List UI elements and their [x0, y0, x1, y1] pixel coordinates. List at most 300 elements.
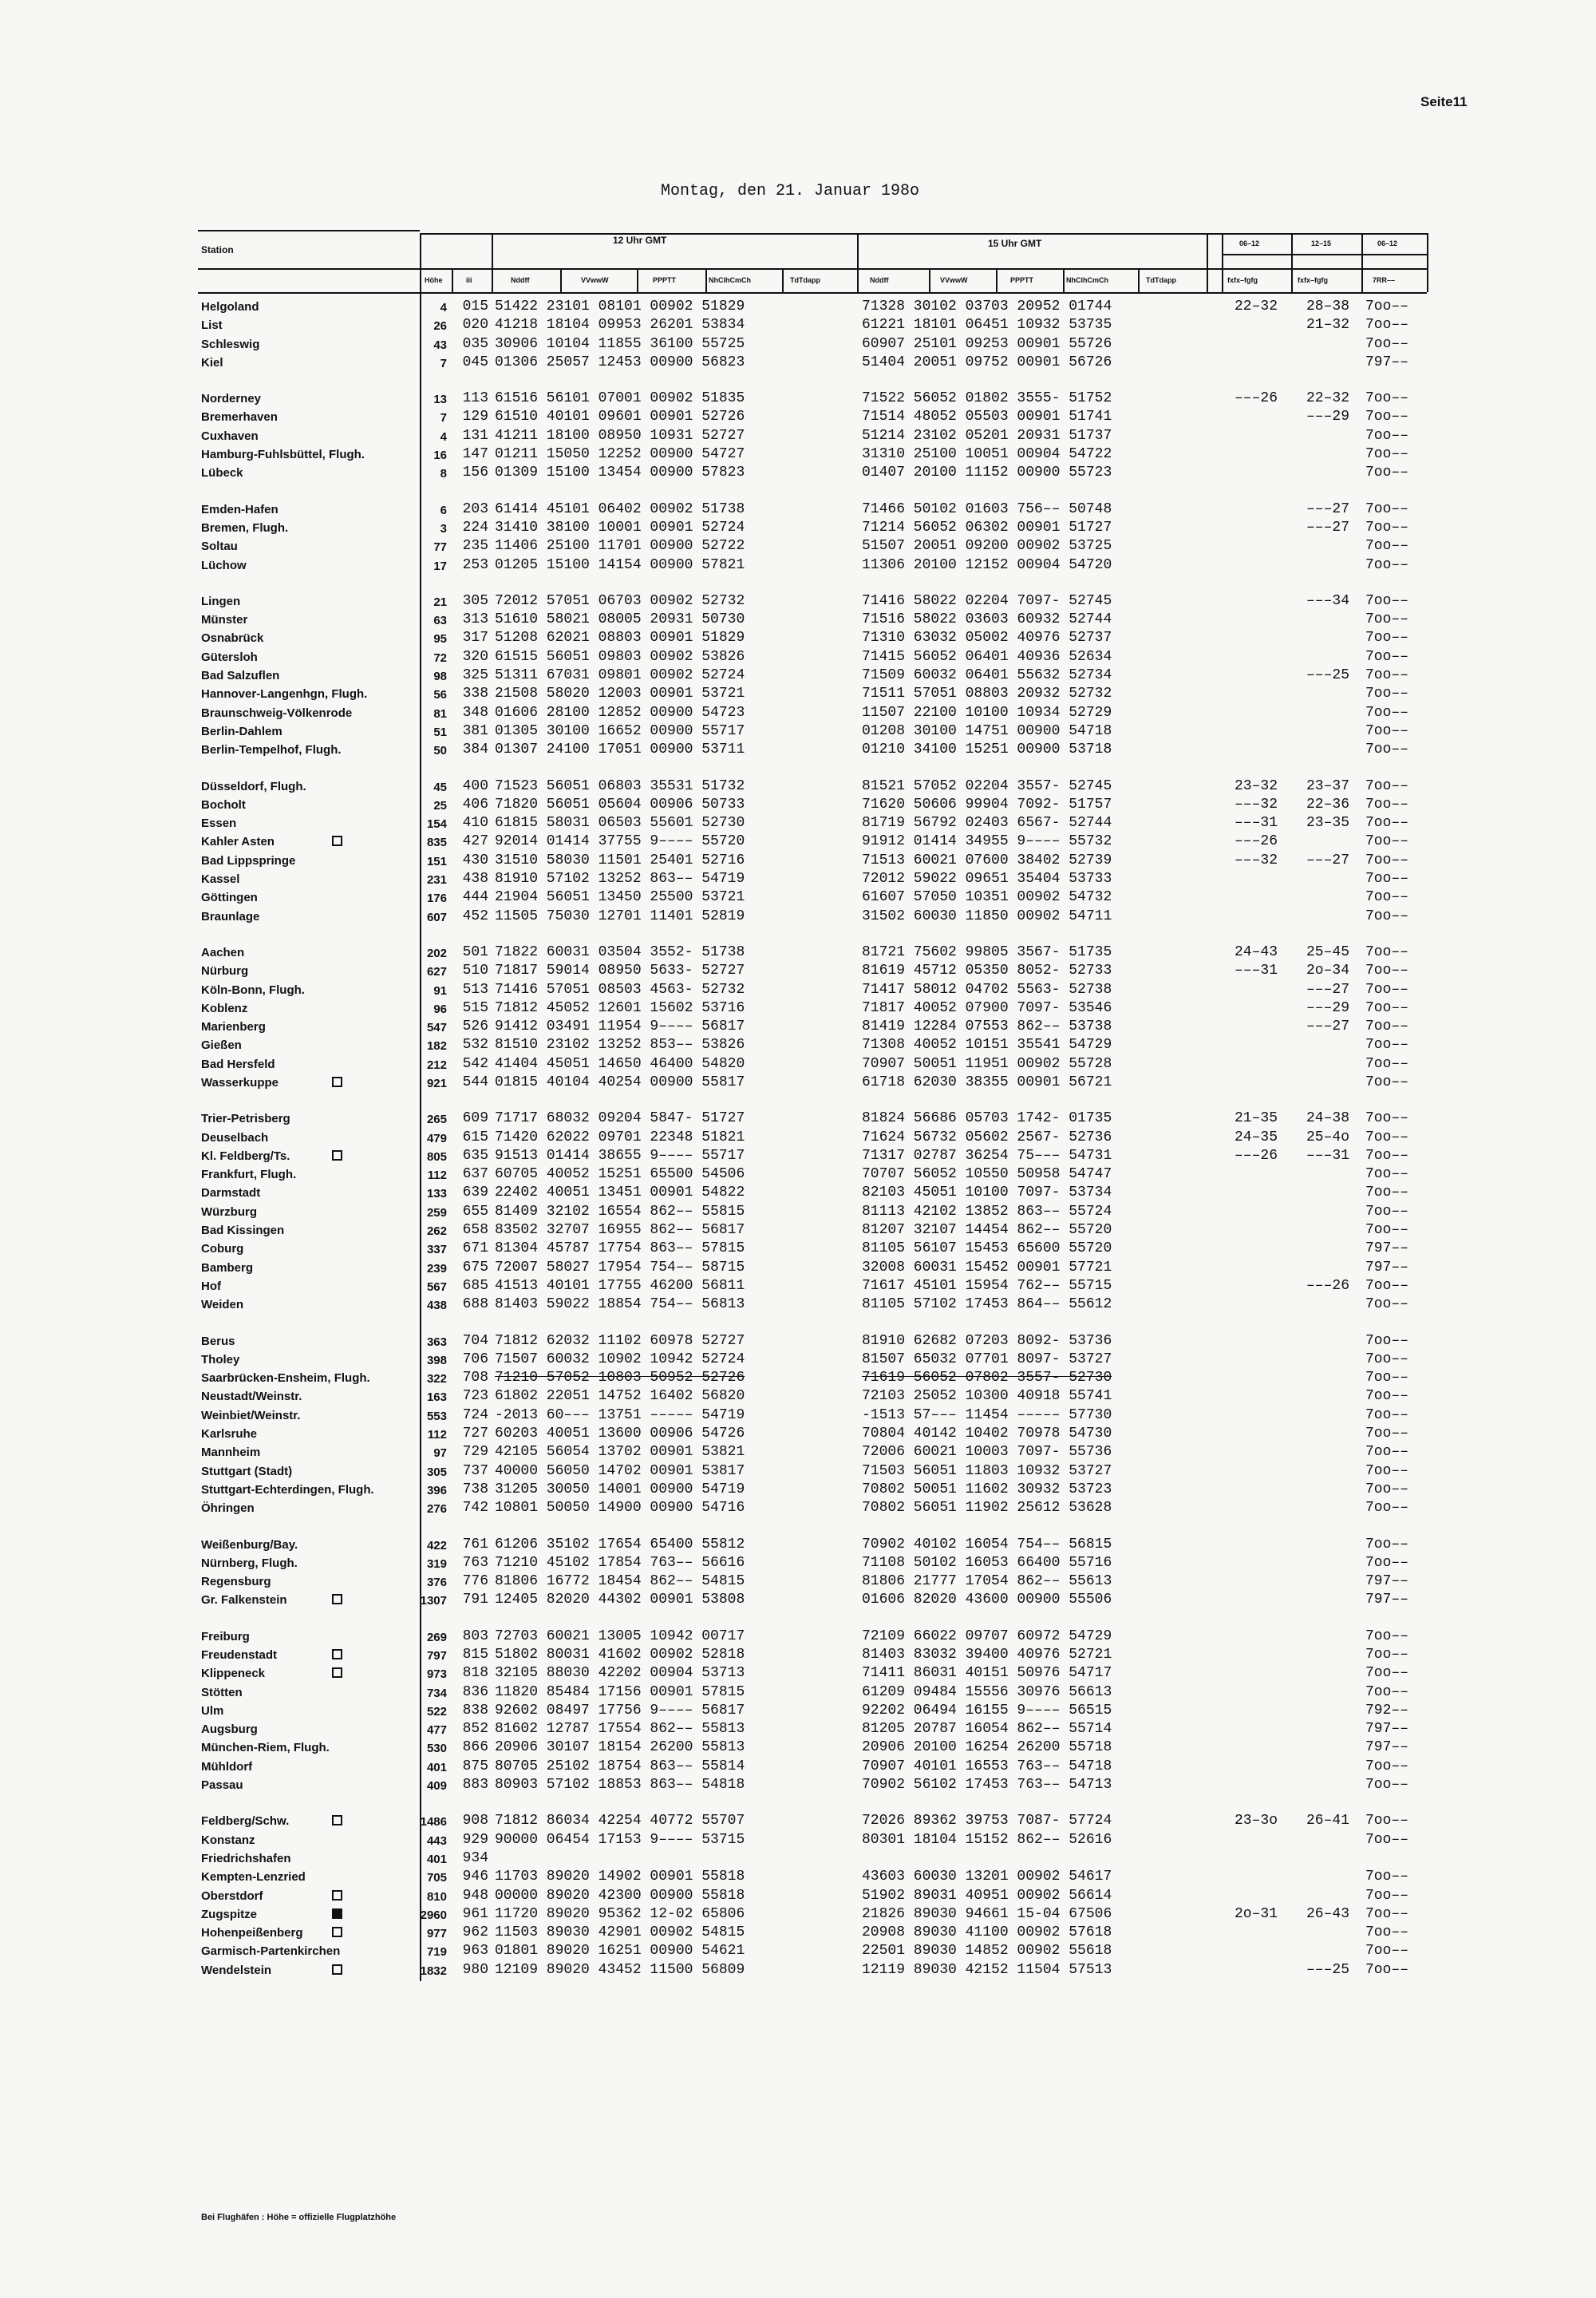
table-row: [198, 814, 1427, 833]
station-index: 609: [462, 1110, 488, 1127]
obs-12-utc: 01801 89020 16251 00900 54621: [495, 1943, 745, 1960]
footnote: Bei Flughäfen : Höhe = offizielle Flugplatzhöhe: [201, 2213, 397, 2222]
precip-06-12: 7oo––: [1365, 1943, 1409, 1960]
table-row: [198, 1036, 1427, 1054]
obs-15-utc: 71511 57051 08803 20932 52732: [862, 686, 1112, 702]
station-name: Tholey: [201, 1352, 240, 1367]
gust-12-15: –––27: [1306, 1018, 1349, 1035]
precip-06-12: 797––: [1365, 1573, 1409, 1590]
precip-06-12: 7oo––: [1365, 1777, 1409, 1794]
table-row: [198, 1406, 1427, 1425]
table-row: [198, 1481, 1427, 1499]
obs-15-utc: 81910 62682 07203 8092- 53736: [862, 1332, 1112, 1349]
precip-06-12: 7oo––: [1365, 390, 1409, 407]
station-name: Neustadt/Weinstr.: [201, 1390, 302, 1404]
precip-06-12: 7oo––: [1365, 1683, 1409, 1700]
station-elevation: 705: [426, 1871, 447, 1885]
station-index: 883: [462, 1777, 488, 1794]
obs-12-utc: 71416 57051 08503 4563- 52732: [495, 981, 745, 998]
obs-15-utc: 21826 89030 94661 15-04 67506: [862, 1905, 1112, 1922]
precip-06-12: 7oo––: [1365, 742, 1409, 758]
header-nh-15: NhClhCmCh: [1066, 276, 1108, 284]
station-name: Öhringen: [201, 1501, 255, 1516]
obs-15-utc: 71317 02787 36254 75––– 54731: [862, 1147, 1112, 1164]
header-iii: iii: [466, 276, 472, 284]
table-row: [198, 1683, 1427, 1702]
gust-12-15: –––26: [1306, 1277, 1349, 1294]
station-index: 776: [462, 1573, 488, 1590]
station-elevation: 530: [426, 1742, 447, 1756]
obs-12-utc: 11503 89030 42901 00902 54815: [495, 1924, 745, 1941]
table-row: [198, 1369, 1427, 1387]
station-elevation: 45: [433, 780, 447, 794]
obs-12-utc: 41211 18100 08950 10931 52727: [495, 427, 745, 444]
precip-06-12: 7oo––: [1365, 1426, 1409, 1442]
station-name: Braunschweig-Völkenrode: [201, 706, 353, 720]
obs-12-utc: 61815 58031 06503 55601 52730: [495, 815, 745, 832]
open-square-icon: [332, 1667, 342, 1678]
station-name: Bremerhaven: [201, 410, 278, 425]
gust-12-15: –––31: [1306, 1147, 1349, 1164]
station-elevation: 567: [426, 1280, 447, 1294]
obs-12-utc: 71817 59014 08950 5633- 52727: [495, 963, 745, 979]
station-group: [198, 1628, 1427, 1795]
gust-06-12: 22–32: [1234, 299, 1278, 314]
precip-06-12: 7oo––: [1365, 777, 1409, 794]
precip-06-12: 7oo––: [1365, 556, 1409, 573]
obs-15-utc: 81207 32107 14454 862–– 55720: [862, 1222, 1112, 1239]
obs-12-utc: 91513 01414 38655 9–––– 55717: [495, 1147, 745, 1164]
station-name: Lingen: [201, 594, 241, 608]
station-name: Freudenstadt: [201, 1648, 278, 1662]
table-row: [198, 1702, 1427, 1720]
station-index: 688: [462, 1296, 488, 1313]
obs-12-utc: 71717 68032 09204 5847- 51727: [495, 1110, 745, 1127]
table-row: [198, 464, 1427, 482]
obs-15-utc: 81113 42102 13852 863–– 55724: [862, 1203, 1112, 1220]
obs-12-utc: 01309 15100 13454 00900 57823: [495, 465, 745, 481]
gust-12-15: –––34: [1306, 592, 1349, 609]
station-index: 235: [462, 538, 488, 555]
station-elevation: 547: [426, 1021, 447, 1035]
table-row: [198, 1868, 1427, 1886]
obs-15-utc: 70907 40101 16553 763–– 54718: [862, 1758, 1112, 1774]
station-name: Kassel: [201, 872, 240, 887]
station-elevation: 202: [426, 946, 447, 960]
obs-12-utc: 41404 45051 14650 46400 54820: [495, 1055, 745, 1072]
rule: [637, 268, 638, 292]
obs-12-utc: 71822 60031 03504 3552- 51738: [495, 943, 745, 960]
station-index: 510: [462, 963, 488, 979]
station-name: Karlsruhe: [201, 1427, 258, 1442]
obs-15-utc: 51404 20051 09752 00901 56726: [862, 354, 1112, 370]
table-row: [198, 1277, 1427, 1295]
station-name: Kahler Asten: [201, 835, 275, 849]
station-index: 203: [462, 500, 488, 517]
station-group: [198, 1332, 1427, 1518]
header-nddff-15: Nddff: [870, 276, 889, 284]
gust-12-15: 23–37: [1306, 777, 1349, 794]
precip-06-12: 797––: [1365, 354, 1409, 370]
table-body: [198, 298, 1427, 1997]
station-name: Essen: [201, 817, 237, 831]
obs-15-utc: 71466 50102 01603 756–– 50748: [862, 500, 1112, 517]
station-elevation: 553: [426, 1409, 447, 1423]
obs-12-utc: 31410 38100 10001 00901 52724: [495, 519, 745, 536]
station-elevation: 322: [426, 1372, 447, 1386]
obs-12-utc: 72007 58027 17954 754–– 58715: [495, 1259, 745, 1276]
precip-06-12: 7oo––: [1365, 299, 1409, 314]
precip-06-12: 7oo––: [1365, 667, 1409, 684]
station-elevation: 91: [433, 983, 447, 998]
station-elevation: 522: [426, 1704, 447, 1719]
station-elevation: 259: [426, 1205, 447, 1220]
obs-12-utc: 60705 40052 15251 65500 54506: [495, 1166, 745, 1183]
obs-12-utc: 71820 56051 05604 00906 50733: [495, 796, 745, 813]
obs-12-utc: 92014 01414 37755 9–––– 55720: [495, 833, 745, 850]
station-elevation: 977: [426, 1927, 447, 1941]
table-row: [198, 685, 1427, 703]
obs-15-utc: 71509 60032 06401 55632 52734: [862, 667, 1112, 684]
station-elevation: 401: [426, 1852, 447, 1866]
open-square-icon: [332, 1649, 342, 1659]
table-row: [198, 1240, 1427, 1258]
precip-06-12: 7oo––: [1365, 1887, 1409, 1904]
obs-15-utc: 71817 40052 07900 7097- 53546: [862, 999, 1112, 1016]
table-row: [198, 908, 1427, 926]
station-index: 962: [462, 1924, 488, 1941]
station-elevation: 4: [440, 429, 447, 444]
precip-06-12: 7oo––: [1365, 519, 1409, 536]
precip-06-12: 7oo––: [1365, 1147, 1409, 1164]
obs-15-utc: 71417 58012 04702 5563- 52738: [862, 981, 1112, 998]
table-row: [198, 1351, 1427, 1369]
station-index: 348: [462, 704, 488, 721]
station-elevation: 95: [433, 632, 447, 647]
obs-15-utc: 71620 50606 99904 7092- 51757: [862, 796, 1112, 813]
station-name: Frankfurt, Flugh.: [201, 1168, 297, 1182]
precip-06-12: 7oo––: [1365, 1961, 1409, 1978]
precip-06-12: 7oo––: [1365, 943, 1409, 960]
station-elevation: 973: [426, 1667, 447, 1682]
station-name: Augsburg: [201, 1723, 258, 1737]
obs-12-utc: 11406 25100 11701 00900 52722: [495, 538, 745, 555]
header-12-gmt: 12 Uhr GMT: [613, 235, 667, 246]
station-name: Schleswig: [201, 337, 260, 351]
table-row: [198, 1738, 1427, 1757]
station-name: Kl. Feldberg/Ts.: [201, 1149, 290, 1163]
station-index: 815: [462, 1647, 488, 1663]
station-index: 427: [462, 833, 488, 850]
rule: [857, 233, 859, 292]
station-name: Lübeck: [201, 466, 243, 481]
obs-15-utc: 31310 25100 10051 00904 54722: [862, 446, 1112, 463]
rule: [1138, 268, 1140, 292]
obs-12-utc: -2013 60––– 13751 ––––– 54719: [495, 1406, 745, 1423]
gust-12-15: 26–41: [1306, 1813, 1349, 1829]
obs-15-utc: 81105 56107 15453 65600 55720: [862, 1240, 1112, 1257]
obs-15-utc: 71416 58022 02204 7097- 52745: [862, 592, 1112, 609]
station-group: [198, 298, 1427, 372]
obs-12-utc: 12405 82020 44302 00901 53808: [495, 1592, 745, 1608]
station-index: 791: [462, 1592, 488, 1608]
table-row: [198, 1221, 1427, 1240]
obs-15-utc: 31502 60030 11850 00902 54711: [862, 908, 1112, 924]
table-row: [198, 445, 1427, 464]
obs-15-utc: 71411 86031 40151 50976 54717: [862, 1665, 1112, 1682]
obs-12-utc: 81403 59022 18854 754–– 56813: [495, 1296, 745, 1313]
table-row: [198, 648, 1427, 666]
station-index: 803: [462, 1628, 488, 1644]
gust-06-12: –––32: [1234, 852, 1278, 868]
obs-15-utc: 01208 30100 14751 00900 54718: [862, 722, 1112, 739]
obs-12-utc: 01305 30100 16652 00900 55717: [495, 722, 745, 739]
precip-06-12: 7oo––: [1365, 963, 1409, 979]
obs-12-utc: 20906 30107 18154 26200 55813: [495, 1739, 745, 1756]
station-index: 929: [462, 1831, 488, 1848]
weather-table: [198, 230, 1427, 1982]
table-row: [198, 1812, 1427, 1830]
table-row: [198, 1961, 1427, 1980]
station-index: 430: [462, 852, 488, 868]
rule: [198, 230, 420, 231]
station-elevation: 25: [433, 798, 447, 813]
obs-15-utc: 71513 60021 07600 38402 52739: [862, 852, 1112, 868]
station-name: Gütersloh: [201, 650, 258, 664]
station-index: 544: [462, 1074, 488, 1090]
obs-15-utc: 01606 82020 43600 00900 55506: [862, 1592, 1112, 1608]
table-row: [198, 1055, 1427, 1074]
station-index: 381: [462, 722, 488, 739]
station-elevation: 1486: [420, 1815, 447, 1829]
station-elevation: 43: [433, 338, 447, 352]
station-index: 317: [462, 630, 488, 647]
obs-12-utc: 30906 10104 11855 36100 55725: [495, 335, 745, 352]
gust-12-15: 26–43: [1306, 1905, 1349, 1922]
station-index: 723: [462, 1388, 488, 1405]
precip-06-12: 7oo––: [1365, 1166, 1409, 1183]
station-index: 742: [462, 1500, 488, 1517]
station-index: 761: [462, 1536, 488, 1552]
obs-15-utc: 70802 50051 11602 30932 53723: [862, 1481, 1112, 1497]
open-square-icon: [332, 1890, 342, 1900]
station-name: Mühldorf: [201, 1759, 253, 1774]
station-index: 045: [462, 354, 488, 370]
station-elevation: 1832: [420, 1964, 447, 1978]
gust-12-15: –––25: [1306, 667, 1349, 684]
station-name: Wasserkuppe: [201, 1075, 279, 1090]
table-row: [198, 298, 1427, 316]
precip-06-12: 7oo––: [1365, 446, 1409, 463]
gust-12-15: –––27: [1306, 500, 1349, 517]
table-row: [198, 1295, 1427, 1314]
table-row: [198, 1831, 1427, 1849]
table-row: [198, 1129, 1427, 1147]
header-gust-2: fxfx–fgfg: [1298, 276, 1328, 284]
station-index: 615: [462, 1129, 488, 1145]
precip-06-12: 7oo––: [1365, 1462, 1409, 1479]
station-name: Bocholt: [201, 797, 246, 812]
table-row: [198, 500, 1427, 519]
station-elevation: 77: [433, 540, 447, 555]
precip-06-12: 7oo––: [1365, 317, 1409, 334]
station-name: Nürnberg, Flugh.: [201, 1556, 298, 1570]
station-name: Hamburg-Fuhlsbüttel, Flugh.: [201, 448, 365, 462]
rule: [198, 292, 1427, 294]
station-elevation: 262: [426, 1224, 447, 1239]
obs-15-utc: 11507 22100 10100 10934 52729: [862, 704, 1112, 721]
rule: [1207, 233, 1208, 292]
obs-15-utc: 81719 56792 02403 6567- 52744: [862, 815, 1112, 832]
precip-06-12: 7oo––: [1365, 852, 1409, 868]
obs-12-utc: 72012 57051 06703 00902 52732: [495, 592, 745, 609]
precip-06-12: 7oo––: [1365, 1332, 1409, 1349]
station-elevation: 396: [426, 1483, 447, 1497]
station-name: Coburg: [201, 1242, 244, 1256]
station-elevation: 805: [426, 1149, 447, 1164]
precip-06-12: 7oo––: [1365, 1444, 1409, 1461]
table-row: [198, 943, 1427, 962]
obs-12-utc: 11505 75030 12701 11401 52819: [495, 908, 745, 924]
table-row: [198, 592, 1427, 611]
obs-15-utc: 61209 09484 15556 30976 56613: [862, 1683, 1112, 1700]
station-elevation: 337: [426, 1243, 447, 1257]
table-row: [198, 741, 1427, 759]
station-elevation: 154: [426, 817, 447, 832]
precip-06-12: 7oo––: [1365, 1924, 1409, 1941]
station-elevation: 376: [426, 1576, 447, 1590]
table-row: [198, 1184, 1427, 1202]
obs-15-utc: 81806 21777 17054 862–– 55613: [862, 1573, 1112, 1590]
station-elevation: 409: [426, 1779, 447, 1794]
precip-06-12: 7oo––: [1365, 1037, 1409, 1054]
obs-12-utc: 81304 45787 17754 863–– 57815: [495, 1240, 745, 1257]
station-name: Würzburg: [201, 1204, 257, 1219]
station-index: 737: [462, 1462, 488, 1479]
station-index: 875: [462, 1758, 488, 1774]
obs-12-utc: 00000 89020 42300 00900 55818: [495, 1887, 745, 1904]
station-index: 452: [462, 908, 488, 924]
obs-12-utc: 21904 56051 13450 25500 53721: [495, 889, 745, 906]
table-row: [198, 427, 1427, 445]
obs-15-utc: 71619 56052 07802 3557- 52730: [862, 1370, 1112, 1386]
station-name: Berus: [201, 1334, 235, 1348]
station-index: 655: [462, 1203, 488, 1220]
header-vvwww-15: VVwwW: [940, 276, 968, 284]
obs-15-utc: 71624 56732 05602 2567- 52736: [862, 1129, 1112, 1145]
station-name: Oberstdorf: [201, 1889, 263, 1903]
station-name: Gr. Falkenstein: [201, 1593, 287, 1608]
precip-06-12: 7oo––: [1365, 1481, 1409, 1497]
station-name: Stötten: [201, 1685, 243, 1699]
obs-12-utc: 31205 30050 14001 00900 54719: [495, 1481, 745, 1497]
obs-15-utc: 82103 45051 10100 7097- 53734: [862, 1185, 1112, 1201]
table-row: [198, 666, 1427, 685]
station-name: Hohenpeißenberg: [201, 1926, 303, 1940]
precip-06-12: 7oo––: [1365, 1500, 1409, 1517]
rule: [198, 268, 1427, 270]
precip-06-12: 7oo––: [1365, 1222, 1409, 1239]
station-index: 658: [462, 1222, 488, 1239]
station-name: Passau: [201, 1778, 243, 1793]
station-elevation: 443: [426, 1833, 447, 1848]
filled-square-icon: [332, 1908, 342, 1919]
precip-06-12: 7oo––: [1365, 465, 1409, 481]
table-row: [198, 704, 1427, 722]
obs-15-utc: 71308 40052 10151 35541 54729: [862, 1037, 1112, 1054]
table-row: [198, 722, 1427, 741]
rule: [1427, 233, 1428, 292]
obs-12-utc: 22402 40051 13451 00901 54822: [495, 1185, 745, 1201]
station-index: 738: [462, 1481, 488, 1497]
gust-12-15: 22–36: [1306, 796, 1349, 813]
obs-12-utc: 11720 89020 95362 12-02 65806: [495, 1905, 745, 1922]
station-group: [198, 777, 1427, 926]
station-name: Koblenz: [201, 1001, 248, 1015]
header-precip: 7RR––: [1373, 276, 1396, 284]
open-square-icon: [332, 1815, 342, 1825]
gust-06-12: –––26: [1234, 833, 1278, 850]
table-row: [198, 1499, 1427, 1517]
station-name: Weinbiet/Weinstr.: [201, 1408, 301, 1422]
station-index: 908: [462, 1813, 488, 1829]
obs-15-utc: 81619 45712 05350 8052- 52733: [862, 963, 1112, 979]
station-index: 156: [462, 465, 488, 481]
station-elevation: 8: [440, 467, 447, 481]
obs-15-utc: 70707 56052 10550 50958 54747: [862, 1166, 1112, 1183]
table-row: [198, 1905, 1427, 1924]
station-elevation: 319: [426, 1556, 447, 1571]
precip-06-12: 7oo––: [1365, 908, 1409, 924]
obs-12-utc: 51208 62021 08803 00901 51829: [495, 630, 745, 647]
obs-12-utc: 71420 62022 09701 22348 51821: [495, 1129, 745, 1145]
station-index: 763: [462, 1554, 488, 1571]
station-elevation: 21: [433, 595, 447, 609]
station-index: 305: [462, 592, 488, 609]
obs-15-utc: 81419 12284 07553 862–– 53738: [862, 1018, 1112, 1035]
obs-15-utc: 70802 56051 11902 25612 53628: [862, 1500, 1112, 1517]
station-name: Feldberg/Schw.: [201, 1814, 290, 1829]
precip-06-12: 7oo––: [1365, 1665, 1409, 1682]
station-name: Bad Salzuflen: [201, 669, 280, 683]
station-elevation: 112: [427, 1428, 447, 1442]
precip-06-12: 7oo––: [1365, 427, 1409, 444]
gust-12-15: 24–38: [1306, 1110, 1349, 1127]
obs-15-utc: 81403 83032 39400 40976 52721: [862, 1647, 1112, 1663]
precip-06-12: 7oo––: [1365, 1758, 1409, 1774]
table-row: [198, 1572, 1427, 1591]
precip-06-12: 7oo––: [1365, 1129, 1409, 1145]
precip-06-12: 7oo––: [1365, 1831, 1409, 1848]
station-elevation: 607: [426, 910, 447, 924]
rule: [1222, 233, 1427, 235]
obs-15-utc: 12119 89030 42152 11504 57513: [862, 1961, 1112, 1978]
station-elevation: 231: [426, 873, 447, 888]
station-elevation: 627: [426, 965, 447, 979]
station-elevation: 265: [426, 1113, 447, 1127]
station-index: 513: [462, 981, 488, 998]
obs-12-utc: 01307 24100 17051 00900 53711: [495, 742, 745, 758]
obs-15-utc: 11306 20100 12152 00904 54720: [862, 556, 1112, 573]
station-name: Weiden: [201, 1298, 244, 1312]
station-elevation: 276: [426, 1502, 447, 1517]
gust-12-15: –––27: [1306, 519, 1349, 536]
table-row: [198, 962, 1427, 980]
station-name: Weißenburg/Bay.: [201, 1537, 298, 1552]
precip-06-12: 7oo––: [1365, 1647, 1409, 1663]
station-index: 542: [462, 1055, 488, 1072]
station-index: 961: [462, 1905, 488, 1922]
